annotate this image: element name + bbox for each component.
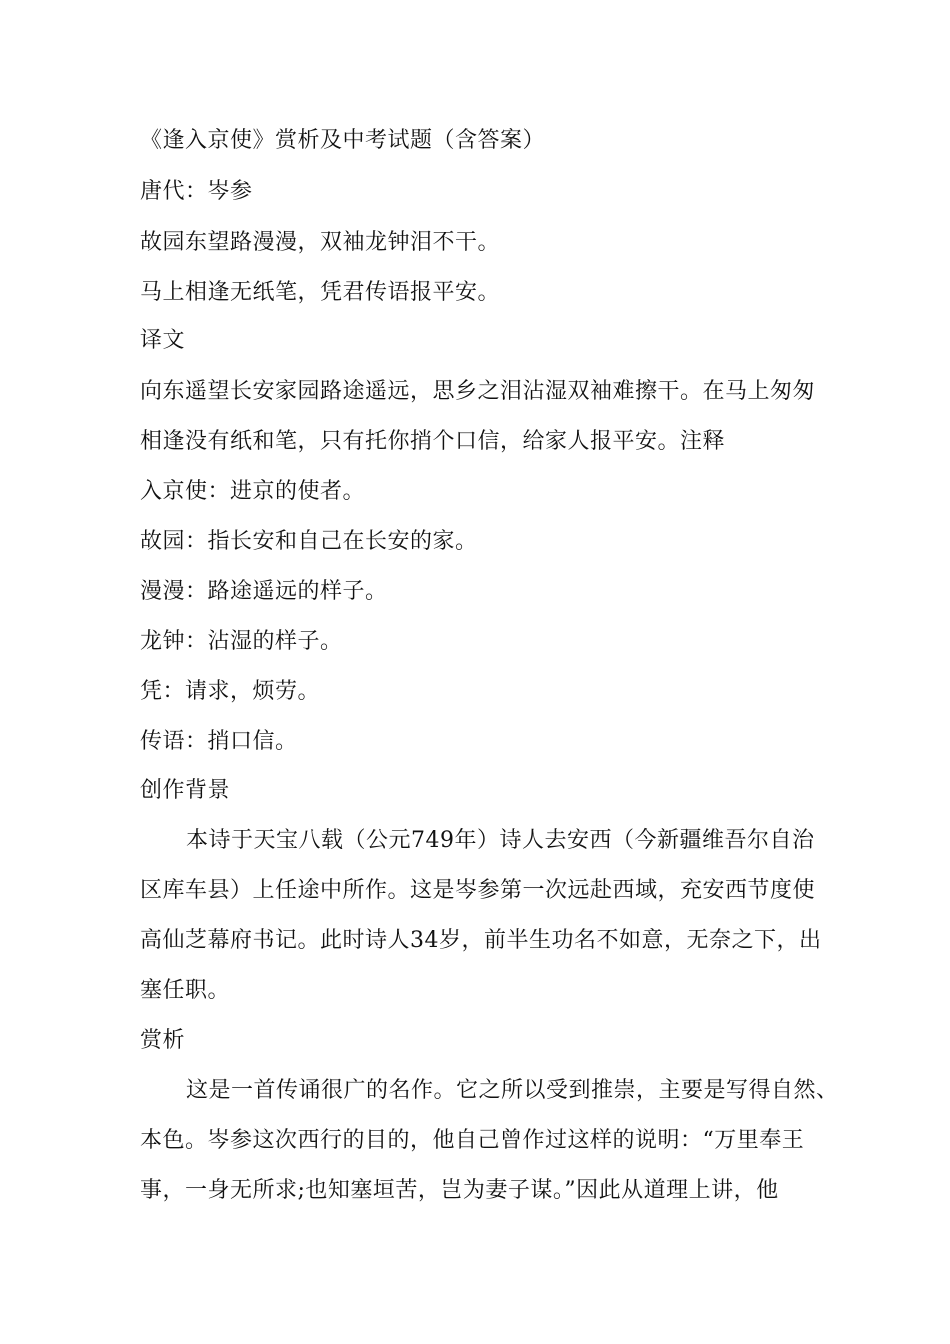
note-line: 漫漫：路途遥远的样子。 — [140, 579, 388, 604]
translation-heading: 译文 — [140, 328, 186, 353]
translation-line: 相逢没有纸和笔，只有托你捎个口信，给家人报平安。注释 — [140, 429, 726, 454]
appreciation-heading: 赏析 — [140, 1028, 186, 1053]
background-heading: 创作背景 — [140, 778, 231, 803]
document-title: 《逢入京使》赏析及中考试题（含答案） — [140, 128, 546, 153]
note-line: 入京使：进京的使者。 — [140, 479, 366, 504]
author-line: 唐代：岑参 — [140, 179, 253, 204]
background-line: 区库车县）上任途中所作。这是岑参第一次远赴西域，充安西节度使 — [140, 878, 816, 903]
poem-line: 马上相逢无纸笔，凭君传语报平安。 — [140, 280, 501, 305]
background-line: 塞任职。 — [140, 978, 231, 1003]
appreciation-line: 本色。岑参这次西行的目的，他自己曾作过这样的说明：“万里奉王 — [140, 1128, 805, 1153]
appreciation-line: 这是一首传诵很广的名作。它之所以受到推崇，主要是写得自然、 — [186, 1078, 839, 1103]
background-line: 高仙芝幕府书记。此时诗人34岁，前半生功名不如意，无奈之下，出 — [140, 928, 822, 953]
note-line: 凭：请求，烦劳。 — [140, 679, 321, 704]
background-line: 本诗于天宝八载（公元749年）诗人去安西（今新疆维吾尔自治 — [186, 828, 815, 853]
poem-line: 故园东望路漫漫，双袖龙钟泪不干。 — [140, 230, 501, 255]
note-line: 传语：捎口信。 — [140, 729, 298, 754]
note-line: 故园：指长安和自己在长安的家。 — [140, 529, 478, 554]
note-line: 龙钟：沾湿的样子。 — [140, 629, 343, 654]
translation-line: 向东遥望长安家园路途遥远，思乡之泪沾湿双袖难擦干。在马上匆匆 — [140, 379, 816, 404]
appreciation-line: 事，一身无所求;也知塞垣苦，岂为妻子谋。”因此从道理上讲，他 — [140, 1178, 779, 1203]
